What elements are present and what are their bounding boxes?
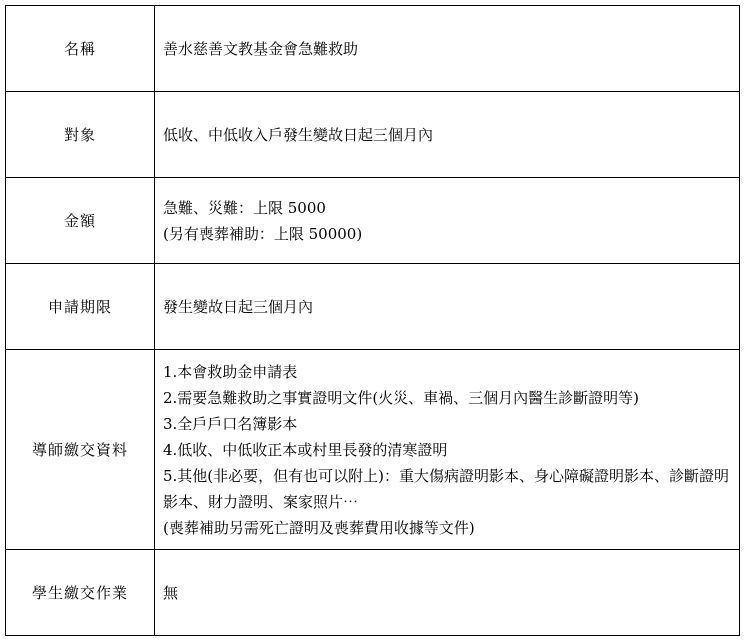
value-line: 發生變故日起三個月內 (163, 297, 314, 316)
assistance-info-table (5, 5, 740, 636)
value-line: 無 (163, 583, 179, 602)
document-item-5: 5.其他(非必要，但有也可以附上)：重大傷病證明影本、身心障礙證明影本、診斷證明影本、財力證明、案家照片⋯ (163, 466, 730, 511)
value-line: 急難、災難：上限 5000 (163, 198, 326, 217)
table-row-student-homework (6, 550, 740, 636)
document-item-2: 2.需要急難救助之事實證明文件(火災、車禍、三個月內醫生診斷證明等) (163, 388, 640, 407)
value-line: 善水慈善文教基金會急難救助 (163, 39, 359, 58)
table-row-deadline (6, 264, 740, 350)
value-target (155, 92, 740, 178)
document-item-3: 3.全戶戶口名簿影本 (163, 414, 298, 433)
label-target: 對象 (6, 92, 155, 178)
value-teacher-documents (155, 350, 740, 550)
table-row-amount (6, 178, 740, 264)
label-student-homework: 學生繳交作業 (6, 550, 155, 636)
value-name (155, 6, 740, 92)
value-student-homework (155, 550, 740, 636)
table-row-name (6, 6, 740, 92)
value-line: (另有喪葬補助：上限 50000) (163, 224, 363, 243)
document-item-4: 4.低收、中低收正本或村里長發的清寒證明 (163, 440, 448, 459)
value-deadline (155, 264, 740, 350)
value-line: 低收、中低收入戶發生變故日起三個月內 (163, 125, 434, 144)
label-deadline: 申請期限 (6, 264, 155, 350)
document-item-1: 1.本會救助金申請表 (163, 362, 298, 381)
label-name: 名稱 (6, 6, 155, 92)
label-teacher-documents: 導師繳交資料 (6, 350, 155, 550)
value-amount (155, 178, 740, 264)
label-amount: 金額 (6, 178, 155, 264)
table-row-target (6, 92, 740, 178)
table-row-teacher-documents (6, 350, 740, 550)
document-item-note: (喪葬補助另需死亡證明及喪葬費用收據等文件) (163, 518, 475, 537)
